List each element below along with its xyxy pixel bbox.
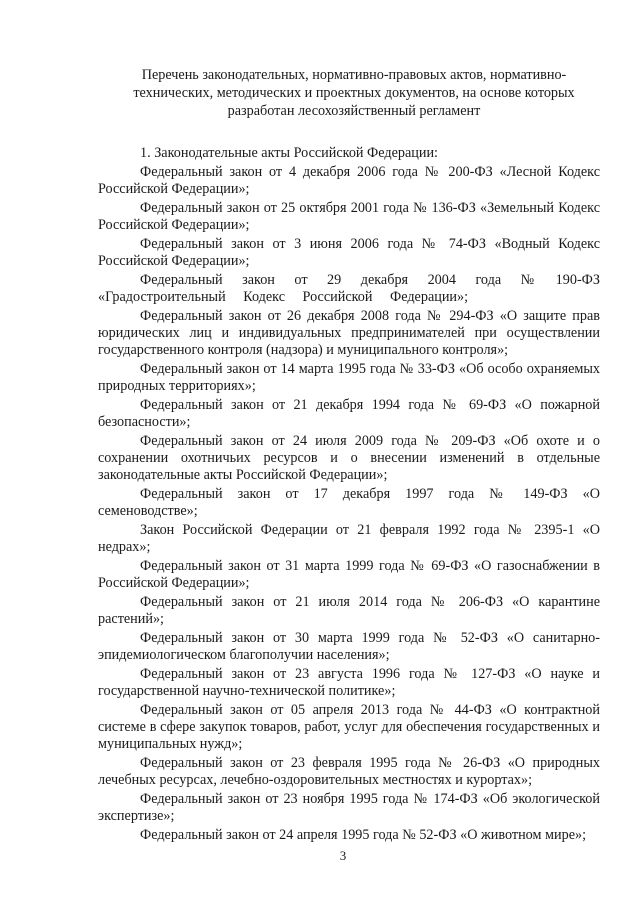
title-line: разработан лесохозяйственный регламент [227,103,481,119]
page-number: 3 [339,848,347,863]
law-entry: Федеральный закон от 26 декабря 2008 года № 294-ФЗ «О защите прав юридических лиц и индивидуальных предпринимателей при осуществлении государственного контроля (надзора) и муниципального контроля»; [98,308,600,358]
document-title [98,66,600,120]
law-entry: Федеральный закон от 23 августа 1996 года № 127-ФЗ «О науке и государственной научно-технической политике»; [98,666,600,699]
section-heading: 1. Законодательные акты Российской Федерации: [140,145,438,161]
law-entry: Федеральный закон от 14 марта 1995 года № 33-ФЗ «Об особо охраняемых природных территориях»; [98,361,600,394]
title-line: технических, методических и проектных документов, на основе которых [133,85,575,101]
law-entry: Федеральный закон от 23 февраля 1995 года № 26-ФЗ «О природных лечебных ресурсах, лечебно-оздоровительных местностях и курортах»; [98,755,600,788]
law-entry: Федеральный закон от 30 марта 1999 года № 52-ФЗ «О санитарно-эпидемиологическом благополучии населения»; [98,630,600,663]
law-entry: Закон Российской Федерации от 21 февраля 1992 года № 2395-1 «О недрах»; [98,522,600,555]
law-entry: Федеральный закон от 21 июля 2014 года № 206-ФЗ «О карантине растений»; [98,594,600,627]
law-entry: Федеральный закон от 05 апреля 2013 года № 44-ФЗ «О контрактной системе в сфере закупок товаров, работ, услуг для обеспечения государственных и муниципальных нужд»; [98,702,600,752]
law-entry: Федеральный закон от 25 октября 2001 года № 136-ФЗ «Земельный Кодекс Российской Федерации»; [98,200,600,233]
law-entry: Федеральный закон от 24 июля 2009 года № 209-ФЗ «Об охоте и о сохранении охотничьих ресурсов и о внесении изменений в отдельные законодательные акты Российской Федерации»; [98,433,600,483]
law-entry: Федеральный закон от 23 ноября 1995 года № 174-ФЗ «Об экологической экспертизе»; [98,791,600,824]
law-entry: Федеральный закон от 31 марта 1999 года № 69-ФЗ «О газоснабжении в Российской Федерации»; [98,558,600,591]
title-line: Перечень законодательных, нормативно-правовых актов, нормативно- [141,67,567,83]
law-entry: Федеральный закон от 17 декабря 1997 года № 149-ФЗ «О семеноводстве»; [98,486,600,519]
law-entry: Федеральный закон от 3 июня 2006 года № 74-ФЗ «Водный Кодекс Российской Федерации»; [98,236,600,269]
law-entry: Федеральный закон от 29 декабря 2004 года № 190-ФЗ «Градостроительный Кодекс Российской Федерации»; [98,272,600,305]
law-entry: Федеральный закон от 21 декабря 1994 года № 69-ФЗ «О пожарной безопасности»; [98,397,600,430]
law-list [98,164,600,844]
document-page [98,66,600,846]
law-entry: Федеральный закон от 24 апреля 1995 года № 52-ФЗ «О животном мире»; [140,827,587,843]
law-entry: Федеральный закон от 4 декабря 2006 года № 200-ФЗ «Лесной Кодекс Российской Федерации»; [98,164,600,197]
